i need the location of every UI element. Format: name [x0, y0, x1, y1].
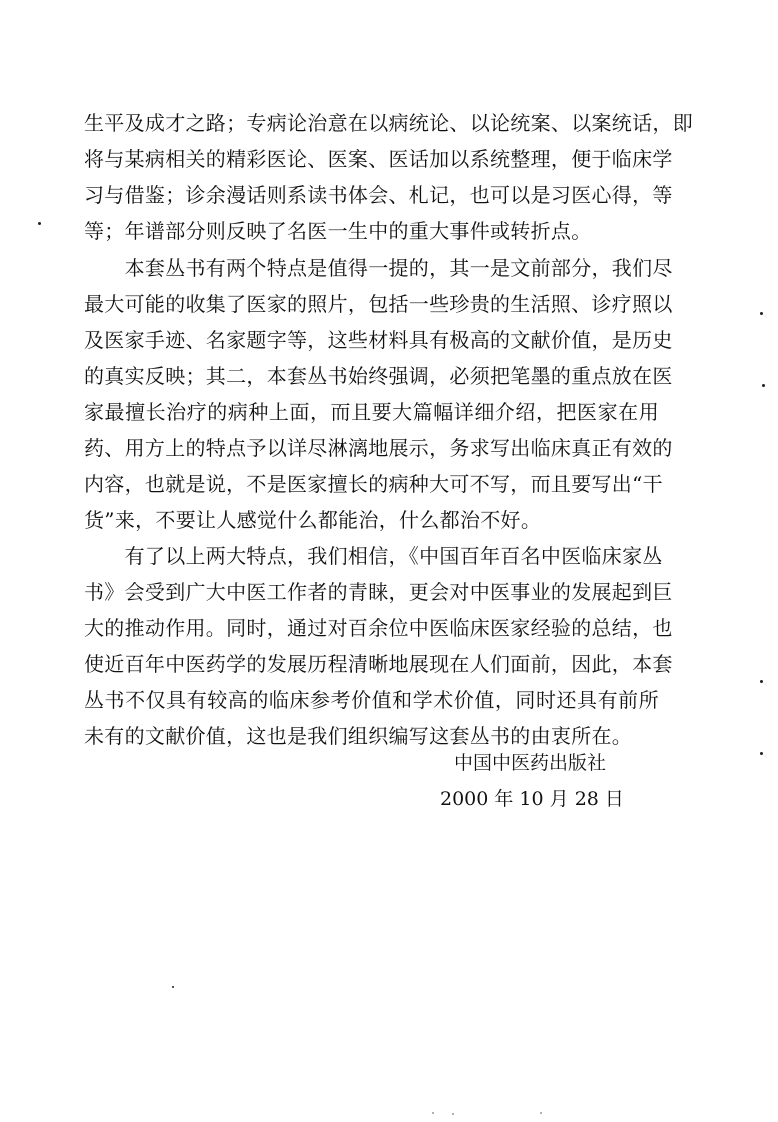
body-line: 未有的文献价值，这也是我们组织编写这套丛书的由衷所在。	[84, 724, 633, 748]
body-line: 大的推动作用。同时，通过对百余位中医临床医家经验的总结，也	[84, 616, 673, 640]
scan-speck	[760, 752, 763, 755]
body-line: 书》会受到广大中医工作者的青睐，更会对中医事业的发展起到巨	[84, 580, 673, 604]
signature-date: 2000 年 10 月 28 日	[440, 788, 624, 810]
scan-speck	[452, 1113, 454, 1115]
scan-speck	[760, 312, 763, 315]
body-line: 将与某病相关的精彩医论、医案、医话加以系统整理，便于临床学	[84, 147, 673, 171]
body-line: 丛书不仅具有较高的临床参考价值和学术价值，同时还具有前所	[84, 688, 659, 712]
scan-speck	[432, 1112, 434, 1114]
scan-speck	[38, 222, 41, 225]
scan-speck	[762, 384, 765, 387]
scan-speck	[760, 680, 763, 683]
scan-speck	[540, 1112, 542, 1114]
body-line: 生平及成才之路；专病论治意在以病统论、以论统案、以案统话，即	[84, 111, 693, 135]
body-line: 的真实反映；其二，本套丛书始终强调，必须把笔墨的重点放在医	[84, 364, 673, 388]
scan-speck	[172, 986, 174, 988]
body-line: 及医家手迹、名家题字等，这些材料具有极高的文献价值，是历史	[84, 328, 673, 352]
body-line: 家最擅长治疗的病种上面，而且要大篇幅详细介绍，把医家在用	[84, 400, 659, 424]
body-line: 最大可能的收集了医家的照片，包括一些珍贵的生活照、诊疗照以	[84, 292, 673, 316]
body-line: 有了以上两大特点，我们相信，《中国百年百名中医临床家丛	[84, 544, 663, 568]
body-line: 货”来，不要让人感觉什么都能治，什么都治不好。	[84, 508, 542, 532]
body-line: 药、用方上的特点予以详尽淋漓地展示，务求写出临床真正有效的	[84, 436, 673, 460]
body-line: 等；年谱部分则反映了名医一生中的重大事件或转折点。	[84, 219, 592, 243]
body-line: 内容，也就是说，不是医家擅长的病种大可不写，而且要写出“干	[84, 472, 663, 496]
body-line: 本套丛书有两个特点是值得一提的，其一是文前部分，我们尽	[84, 256, 673, 280]
publisher-signature: 中国中医药出版社	[454, 752, 607, 774]
body-line: 习与借鉴；诊余漫话则系读书体会、札记，也可以是习医心得，等	[84, 183, 673, 207]
body-line: 使近百年中医药学的发展历程清晰地展现在人们面前，因此，本套	[84, 652, 673, 676]
